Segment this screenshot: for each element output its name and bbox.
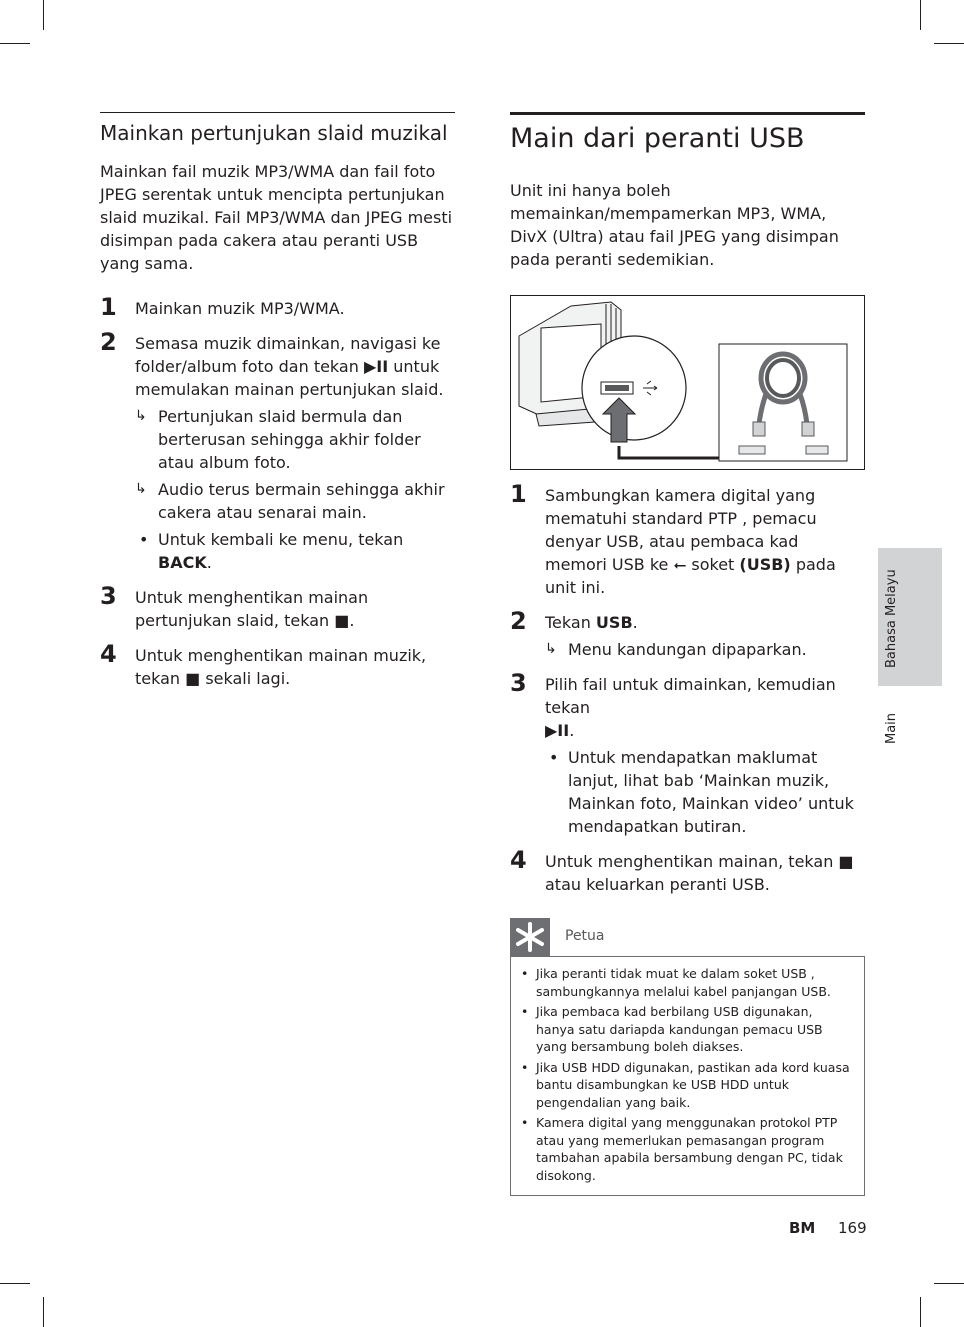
step <box>510 480 865 599</box>
step-text: soket <box>686 555 740 574</box>
bullet-note <box>545 746 865 838</box>
tip-title: Petua <box>565 928 605 944</box>
crop-mark <box>920 0 921 30</box>
crop-mark <box>0 43 30 44</box>
play-pause-icon: ▶II <box>545 721 570 740</box>
section-tab-label: Main <box>884 712 899 744</box>
step-number: 4 <box>510 846 527 874</box>
usb-connection-figure <box>510 295 865 470</box>
steps-list <box>510 480 865 896</box>
step-text: untuk memulakan mainan pertunjukan slaid. <box>135 357 444 399</box>
step-text: Mainkan muzik MP3/WMA. <box>135 299 345 318</box>
step <box>100 582 455 632</box>
section-intro: Mainkan fail muzik MP3/WMA dan fail foto JPEG serentak untuk mencipta pertunjukan slaid muzikal. Fail MP3/WMA dan JPEG mesti disimpan pada cakera atau peranti USB yang sama. <box>100 162 453 273</box>
right-column <box>510 112 865 1196</box>
tip-item: • Jika USB HDD digunakan, pastikan ada kord kuasa bantu disambungkan ke USB HDD untuk pengendalian yang baik. <box>521 1059 850 1110</box>
step <box>100 293 455 321</box>
chapter-heading: Main dari peranti USB <box>510 123 805 154</box>
tip-asterisk-icon <box>510 918 550 956</box>
step <box>510 669 865 838</box>
page-number: 169 <box>838 1219 867 1237</box>
step-text: Untuk menghentikan mainan pertunjukan slaid, tekan ■. <box>135 588 369 630</box>
tip-text: Jika USB HDD digunakan, pastikan ada kord kuasa bantu disambungkan ke USB HDD untuk pengendalian yang baik. <box>536 1059 850 1110</box>
hint-arrow-icon: ↳ <box>545 641 557 657</box>
step <box>510 607 865 661</box>
left-column <box>100 112 455 702</box>
step <box>510 846 865 896</box>
tip-item: • Kamera digital yang menggunakan protokol PTP atau yang memerlukan pemasangan program tambahan apabila bersambung dengan PC, tidak disokong. <box>521 1115 843 1183</box>
crop-mark <box>43 1297 44 1327</box>
play-pause-icon: ▶II <box>363 357 389 376</box>
bullet-text: Untuk mendapatkan maklumat lanjut, lihat bab ‘Mainkan muzik, Mainkan foto, Mainkan video’ untuk mendapatkan butiran. <box>568 748 854 836</box>
result-note <box>135 405 455 474</box>
chapter-intro: Unit ini hanya boleh memainkan/mempamerkan MP3, WMA, DivX (Ultra) atau fail JPEG yang disimpan pada peranti sedemikian. <box>510 181 839 269</box>
bullet-note <box>135 528 455 574</box>
punctuation: . <box>206 553 212 572</box>
bullet-text: Untuk kembali ke menu, tekan <box>158 530 404 549</box>
step <box>100 328 455 574</box>
hint-arrow-icon: ↳ <box>135 408 147 424</box>
step-text: pada unit ini. <box>545 555 836 597</box>
step-number: 4 <box>100 640 117 668</box>
step-number: 3 <box>100 582 117 610</box>
step-text: Tekan <box>545 613 596 632</box>
step-number: 2 <box>100 328 117 356</box>
tip-header <box>510 918 865 956</box>
footer-language: BM <box>789 1219 816 1237</box>
tip-text: Jika peranti tidak muat ke dalam soket USB , sambungkannya melalui kabel panjangan USB. <box>536 966 831 999</box>
key-label: BACK <box>158 553 207 572</box>
crop-mark <box>934 43 964 44</box>
key-label: USB <box>595 613 633 632</box>
hint-arrow-icon: ↳ <box>135 481 147 497</box>
bullet-icon: • <box>139 530 149 549</box>
usb-icon: ⭠ <box>673 555 687 574</box>
step-text: Sambungkan kamera digital yang mematuhi standard PTP , pemacu denyar USB, atau pembaca kad memori USB ke <box>545 486 817 574</box>
crop-mark <box>920 1297 921 1327</box>
punctuation: . <box>569 721 575 740</box>
result-note <box>135 478 455 524</box>
step <box>100 640 455 690</box>
result-text: Audio terus bermain sehingga akhir cakera atau senarai main. <box>158 480 445 522</box>
bullet-icon: • <box>549 748 559 767</box>
tip-item: • Jika pembaca kad berbilang USB digunakan, hanya satu dariapda kandungan pemacu USB yang bersambung boleh diakses. <box>521 1004 823 1054</box>
tip-item: • Jika peranti tidak muat ke dalam soket USB , sambungkannya melalui kabel panjangan USB. <box>521 966 831 999</box>
section-rule <box>100 112 455 113</box>
tip-panel <box>510 918 865 1196</box>
step-number: 1 <box>510 480 527 508</box>
crop-mark <box>43 0 44 30</box>
result-text: Menu kandungan dipaparkan. <box>568 640 807 659</box>
steps-list <box>100 293 455 690</box>
section-heading: Mainkan pertunjukan slaid muzikal <box>100 121 448 145</box>
language-tab-label: Bahasa Melayu <box>884 569 899 668</box>
tip-text: Kamera digital yang menggunakan protokol PTP atau yang memerlukan pemasangan program tambahan apabila bersambung dengan PC, tidak disokong. <box>536 1115 843 1183</box>
key-label: (USB) <box>739 555 791 574</box>
tip-body <box>510 956 865 1196</box>
crop-mark <box>934 1283 964 1284</box>
tip-text: Jika pembaca kad berbilang USB digunakan, hanya satu dariapda kandungan pemacu USB yang bersambung boleh diakses. <box>536 1004 823 1054</box>
step-number: 3 <box>510 669 527 697</box>
result-text: Pertunjukan slaid bermula dan berterusan sehingga akhir folder atau album foto. <box>158 407 421 472</box>
crop-mark <box>0 1283 30 1284</box>
punctuation: . <box>632 613 638 632</box>
usb-diagram-illustration <box>511 296 864 469</box>
step-text: Semasa muzik dimainkan, navigasi ke folder/album foto dan tekan <box>135 334 441 376</box>
step-number: 2 <box>510 607 527 635</box>
chapter-rule <box>510 112 865 115</box>
step-text: Untuk menghentikan mainan, tekan ■ atau keluarkan peranti USB. <box>545 852 854 894</box>
step-text: Pilih fail untuk dimainkan, kemudian tekan <box>545 675 836 717</box>
step-number: 1 <box>100 293 117 321</box>
step-text: Untuk menghentikan mainan muzik, tekan ■ sekali lagi. <box>135 646 427 688</box>
result-note <box>545 638 865 661</box>
